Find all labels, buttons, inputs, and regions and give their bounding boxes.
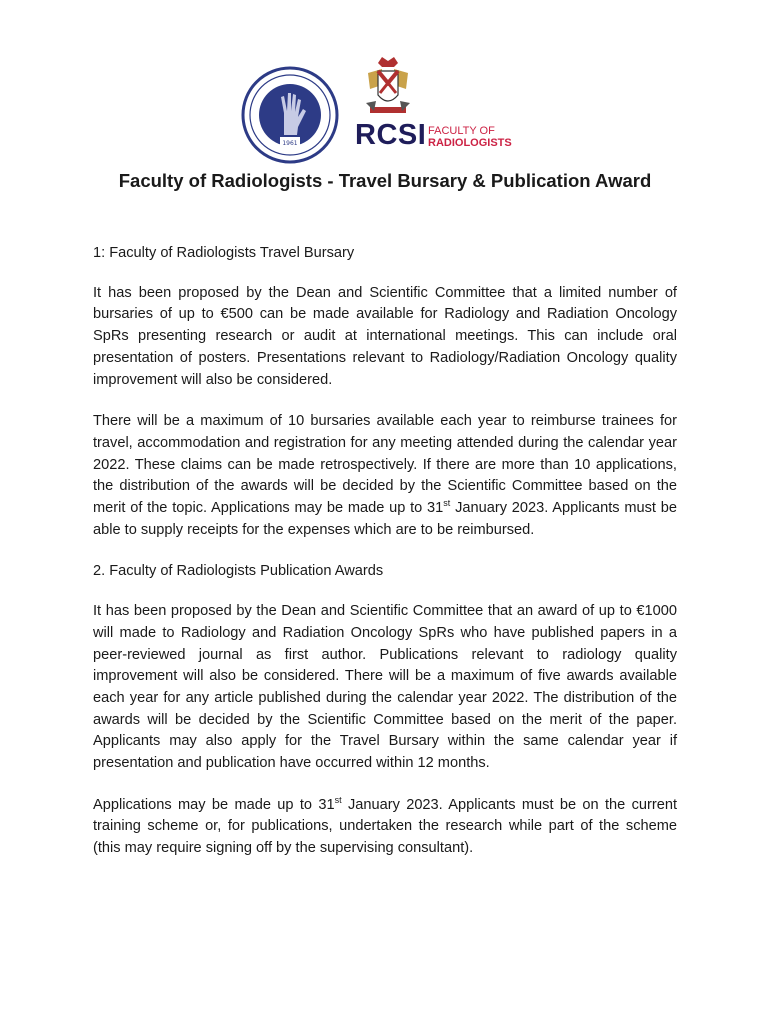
section-2-heading: 2. Faculty of Radiologists Publication Awards: [93, 563, 384, 580]
section-2-p2-text-b: January 2023. Applicants must be on the current training scheme or, for publications, undertaken the research while part of the scheme (this may require signing off by the supervising consultant).: [93, 796, 678, 857]
rcsi-crest-icon: [362, 55, 414, 121]
document-body: [93, 243, 677, 880]
section-1-paragraph-2: [93, 411, 677, 541]
section-1-p2-text-b: January 2023. Applicants must be able to supply receipts for the expenses which are to be reimbursed.: [93, 500, 677, 538]
rcsi-wordmark: RCSI: [355, 119, 427, 151]
document-title: Faculty of Radiologists - Travel Bursary & Publication Award: [118, 170, 652, 191]
faculty-line-1: FACULTY OF: [428, 125, 495, 137]
section-2-paragraph-2: [93, 795, 677, 860]
faculty-line-2: RADIOLOGISTS: [428, 137, 512, 149]
section-2-paragraph-1: It has been proposed by the Dean and Scientific Committee that an award of up to €1000 will made to Radiology and Radiation Oncology SpRs who have published papers in a peer-reviewed journal as first author. Publications relevant to radiology quality improvement will also be considered. There will be a maximum of five awards available each year for any article published during the calendar year 2022. The distribution of the awards will be decided by the Scientific Committee based on the merit of the paper. Applicants may also apply for the Travel Bursary within the same calendar year if presentation and publication have occurred within 12 months.: [93, 603, 677, 772]
section-2-p2-superscript: st: [334, 794, 342, 805]
section-2-p2-text-a: Applications may be made up to 31: [93, 796, 335, 813]
section-1-p2-superscript: st: [443, 498, 451, 509]
seal-year: 1961: [282, 140, 298, 147]
section-1-heading: 1: Faculty of Radiologists Travel Bursary: [93, 245, 355, 261]
faculty-seal-logo: [240, 65, 340, 165]
section-1-p2-text-a: There will be a maximum of 10 bursaries available each year to reimburse trainees for travel, accommodation and registration for any meeting attended during the calendar year 2022. These claims can be made retrospectively. If there are more than 10 applications, the distribution of the awards will be decided by the Scientific Committee based on the merit of the topic. Applications may be made up to 31: [93, 413, 677, 517]
section-1-paragraph-1: It has been proposed by the Dean and Scientific Committee that a limited number of bursaries of up to €500 can be made available for Radiology and Radiation Oncology SpRs presenting research or audit at international meetings. This can include oral presentation of posters. Presentations relevant to Radiology/Radiation Oncology quality improvement will also be considered.: [93, 284, 677, 388]
header-logos: [240, 55, 540, 155]
faculty-wordmark: [428, 125, 512, 149]
